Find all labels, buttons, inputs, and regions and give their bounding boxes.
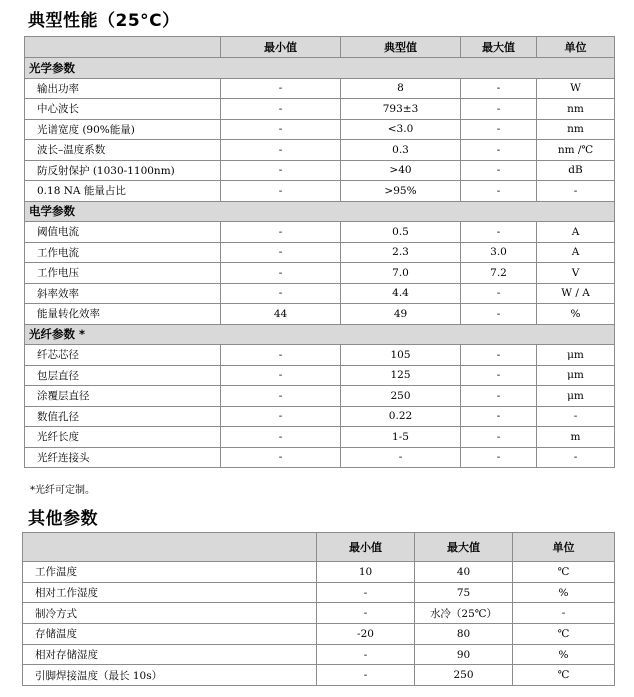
column-header [23, 533, 317, 562]
table-row [25, 78, 615, 99]
parameter-value: - [221, 78, 341, 99]
parameter-value: W / A [537, 283, 615, 304]
parameter-value: nm /℃ [537, 140, 615, 161]
section-title: 光纤参数 * [25, 324, 615, 345]
parameter-value: - [221, 447, 341, 468]
column-header: 典型值 [341, 37, 461, 58]
parameter-value: 49 [341, 304, 461, 325]
parameter-value: - [317, 582, 415, 603]
parameter-value: - [461, 222, 537, 243]
parameter-value: - [221, 242, 341, 263]
column-header: 最大值 [461, 37, 537, 58]
parameter-value: <3.0 [341, 119, 461, 140]
parameter-value: 3.0 [461, 242, 537, 263]
parameter-value: % [513, 644, 615, 665]
parameter-value: μm [537, 365, 615, 386]
section-header-row [25, 58, 615, 79]
parameter-value: dB [537, 160, 615, 181]
parameter-name: 包层直径 [25, 365, 221, 386]
table-row [25, 427, 615, 448]
parameter-value: >95% [341, 181, 461, 202]
parameter-value: - [461, 78, 537, 99]
parameter-value: 250 [341, 386, 461, 407]
parameter-value: 40 [415, 562, 513, 583]
section-title: 光学参数 [25, 58, 615, 79]
parameter-value: ℃ [513, 624, 615, 645]
parameter-value: - [461, 181, 537, 202]
parameter-value: - [461, 447, 537, 468]
parameter-value: - [537, 406, 615, 427]
fiber-customization-note: *光纤可定制。 [30, 485, 95, 496]
parameter-value: - [461, 99, 537, 120]
parameter-value: 250 [415, 665, 513, 686]
parameter-value: - [461, 283, 537, 304]
parameter-value: - [221, 263, 341, 284]
table-row [25, 181, 615, 202]
parameter-value: - [317, 603, 415, 624]
parameter-value: ℃ [513, 665, 615, 686]
parameter-value: 0.3 [341, 140, 461, 161]
parameter-value: - [537, 181, 615, 202]
other-parameters-table [22, 532, 615, 686]
parameter-value: 7.2 [461, 263, 537, 284]
parameter-name: 工作电流 [25, 242, 221, 263]
parameter-value: 4.4 [341, 283, 461, 304]
section-title-typical-performance: 典型性能（25°C） [28, 11, 180, 31]
column-header: 单位 [537, 37, 615, 58]
typical-performance-table [24, 36, 615, 468]
parameter-value: - [221, 222, 341, 243]
parameter-value: - [461, 119, 537, 140]
table-row [23, 562, 615, 583]
parameter-value: 2.3 [341, 242, 461, 263]
parameter-value: - [461, 140, 537, 161]
parameter-value: 1-5 [341, 427, 461, 448]
table-row [25, 222, 615, 243]
parameter-value: μm [537, 345, 615, 366]
table-header-row [23, 533, 615, 562]
parameter-name: 斜率效率 [25, 283, 221, 304]
table-header-row [25, 37, 615, 58]
parameter-value: % [513, 582, 615, 603]
parameter-value: - [461, 304, 537, 325]
parameter-value: - [221, 345, 341, 366]
parameter-value: 7.0 [341, 263, 461, 284]
parameter-value: - [221, 181, 341, 202]
parameter-name: 相对存储湿度 [23, 644, 317, 665]
table-row [25, 160, 615, 181]
parameter-value: - [221, 427, 341, 448]
parameter-name: 防反射保护 (1030-1100nm) [25, 160, 221, 181]
parameter-value: - [461, 406, 537, 427]
parameter-value: 8 [341, 78, 461, 99]
table-row [25, 304, 615, 325]
parameter-value: - [221, 119, 341, 140]
parameter-name: 引脚焊接温度（最长 10s） [23, 665, 317, 686]
parameter-value: 75 [415, 582, 513, 603]
column-header: 最小值 [317, 533, 415, 562]
parameter-value: % [537, 304, 615, 325]
parameter-value: - [461, 160, 537, 181]
parameter-name: 波长–温度系数 [25, 140, 221, 161]
column-header: 单位 [513, 533, 615, 562]
parameter-value: 44 [221, 304, 341, 325]
parameter-value: 水冷（25℃） [415, 603, 513, 624]
parameter-value: - [221, 160, 341, 181]
parameter-name: 光纤长度 [25, 427, 221, 448]
parameter-name: 输出功率 [25, 78, 221, 99]
parameter-value: 0.22 [341, 406, 461, 427]
parameter-value: m [537, 427, 615, 448]
column-header: 最大值 [415, 533, 513, 562]
table-row [23, 603, 615, 624]
parameter-value: nm [537, 119, 615, 140]
parameter-value: - [341, 447, 461, 468]
table-row [23, 644, 615, 665]
column-header [25, 37, 221, 58]
parameter-value: ℃ [513, 562, 615, 583]
parameter-value: 10 [317, 562, 415, 583]
parameter-value: - [221, 386, 341, 407]
table-row [23, 665, 615, 686]
parameter-value: - [461, 345, 537, 366]
table-row [25, 447, 615, 468]
parameter-value: - [221, 406, 341, 427]
parameter-value: - [221, 99, 341, 120]
section-title-other-parameters: 其他参数 [28, 509, 98, 529]
table-row [23, 624, 615, 645]
parameter-value: A [537, 242, 615, 263]
parameter-value: -20 [317, 624, 415, 645]
section-header-row [25, 201, 615, 222]
parameter-value: 80 [415, 624, 513, 645]
parameter-value: 0.5 [341, 222, 461, 243]
parameter-value: >40 [341, 160, 461, 181]
table-row [25, 386, 615, 407]
parameter-value: W [537, 78, 615, 99]
parameter-value: V [537, 263, 615, 284]
parameter-name: 工作电压 [25, 263, 221, 284]
table-row [25, 365, 615, 386]
parameter-name: 中心波长 [25, 99, 221, 120]
parameter-name: 光纤连接头 [25, 447, 221, 468]
parameter-value: - [461, 427, 537, 448]
parameter-value: A [537, 222, 615, 243]
parameter-value: - [221, 283, 341, 304]
parameter-value: - [461, 386, 537, 407]
parameter-name: 存储温度 [23, 624, 317, 645]
parameter-name: 光谱宽度 (90%能量) [25, 119, 221, 140]
parameter-value: 793±3 [341, 99, 461, 120]
section-title: 电学参数 [25, 201, 615, 222]
parameter-name: 制冷方式 [23, 603, 317, 624]
table-row [25, 99, 615, 120]
table-row [25, 242, 615, 263]
table-row [25, 140, 615, 161]
parameter-value: - [317, 665, 415, 686]
parameter-name: 阈值电流 [25, 222, 221, 243]
parameter-value: 90 [415, 644, 513, 665]
parameter-value: nm [537, 99, 615, 120]
parameter-value: 105 [341, 345, 461, 366]
parameter-value: - [461, 365, 537, 386]
parameter-value: - [221, 140, 341, 161]
parameter-value: μm [537, 386, 615, 407]
parameter-name: 0.18 NA 能量占比 [25, 181, 221, 202]
parameter-name: 工作温度 [23, 562, 317, 583]
table-row [25, 345, 615, 366]
parameter-name: 纤芯芯径 [25, 345, 221, 366]
parameter-value: - [513, 603, 615, 624]
parameter-value: - [221, 365, 341, 386]
parameter-value: - [317, 644, 415, 665]
parameter-name: 能量转化效率 [25, 304, 221, 325]
table-row [23, 582, 615, 603]
parameter-name: 相对工作湿度 [23, 582, 317, 603]
table-row [25, 119, 615, 140]
table-row [25, 406, 615, 427]
table-row [25, 283, 615, 304]
column-header: 最小值 [221, 37, 341, 58]
section-header-row [25, 324, 615, 345]
parameter-name: 数值孔径 [25, 406, 221, 427]
parameter-value: 125 [341, 365, 461, 386]
table-row [25, 263, 615, 284]
parameter-value: - [537, 447, 615, 468]
parameter-name: 涂覆层直径 [25, 386, 221, 407]
